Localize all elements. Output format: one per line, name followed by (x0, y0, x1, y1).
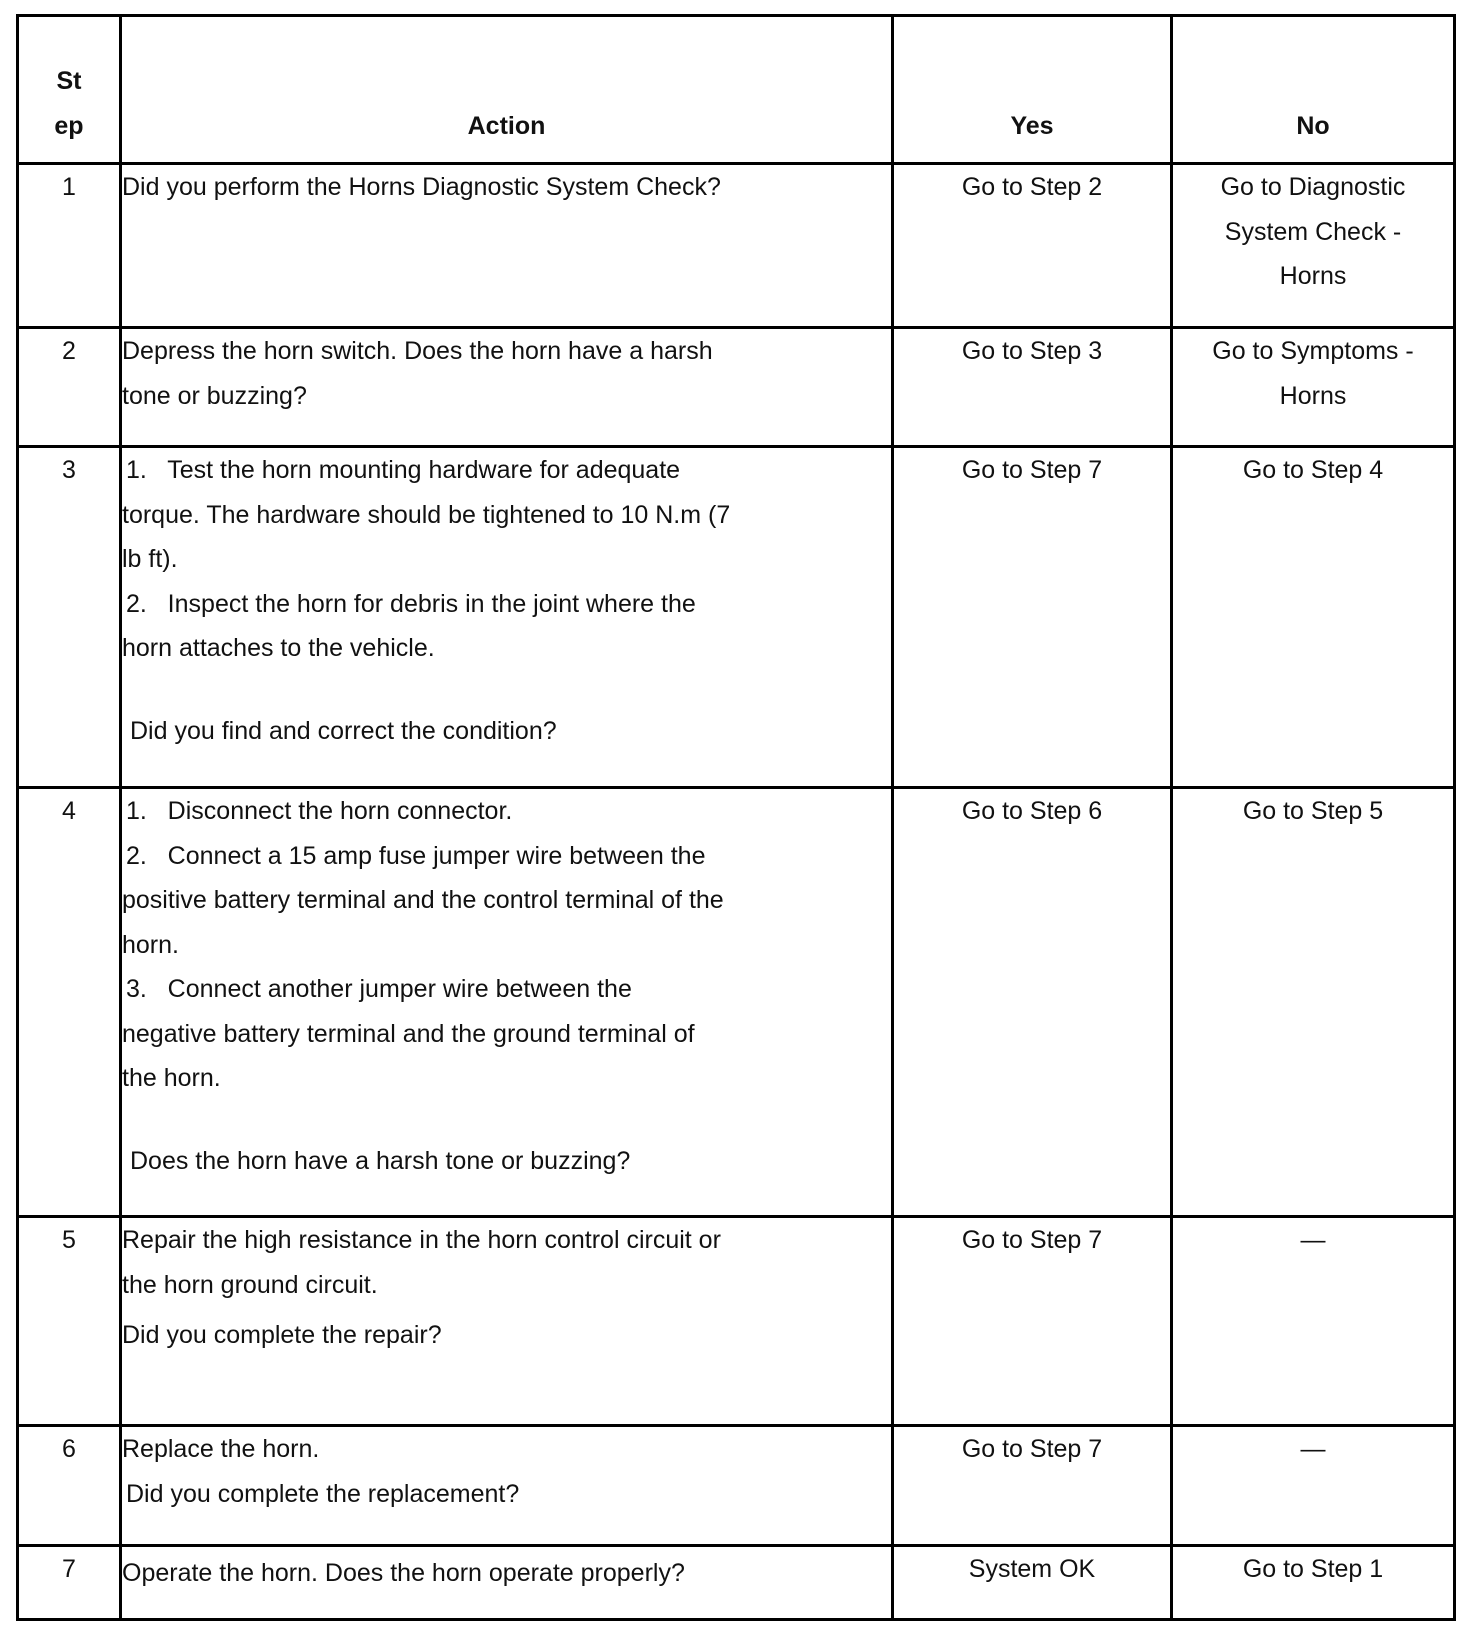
step-number: 6 (18, 1426, 121, 1546)
action-line: negative battery terminal and the ground terminal of (122, 1019, 695, 1048)
no-line: Horns (1279, 262, 1347, 290)
no-cell: Go to Step 5 (1172, 788, 1455, 1217)
action-line: the horn. (122, 1064, 221, 1092)
action-line: 3. Connect another jumper wire between the (126, 975, 632, 1003)
header-step (18, 16, 121, 164)
table-row (18, 788, 1455, 1217)
action-line: 1. Disconnect the horn connector. (126, 797, 513, 825)
header-step-line-1: St (56, 67, 82, 95)
action-line: Depress the horn switch. Does the horn have a harsh (122, 337, 713, 365)
action-cell (121, 1546, 893, 1620)
action-line: horn. (122, 930, 179, 959)
no-cell: Go to Step 1 (1172, 1546, 1455, 1620)
spacer (122, 671, 891, 709)
step-number: 7 (18, 1546, 121, 1620)
yes-cell: Go to Step 2 (893, 164, 1172, 328)
header-action: Action (121, 16, 893, 164)
no-line: Horns (1279, 381, 1347, 410)
no-cell: Go to Step 4 (1172, 447, 1455, 788)
action-line: 2. Connect a 15 amp fuse jumper wire between the (126, 841, 706, 870)
action-line: Did you complete the replacement? (126, 1479, 520, 1508)
header-no: No (1172, 16, 1455, 164)
diagnostic-table (16, 14, 1456, 1621)
yes-cell: Go to Step 6 (893, 788, 1172, 1217)
table-row (18, 1546, 1455, 1620)
header-yes: Yes (893, 16, 1172, 164)
action-line: 2. Inspect the horn for debris in the joint where the (126, 589, 696, 618)
action-line: positive battery terminal and the control terminal of the (122, 886, 724, 914)
step-number: 1 (18, 164, 121, 328)
table-row (18, 447, 1455, 788)
step-number: 2 (18, 328, 121, 447)
no-line: Go to Diagnostic (1220, 173, 1406, 201)
action-line: horn attaches to the vehicle. (122, 634, 435, 662)
action-question: Does the horn have a harsh tone or buzzing? (130, 1146, 631, 1175)
step-number: 3 (18, 447, 121, 788)
no-cell (1172, 164, 1455, 328)
no-line: Go to Symptoms - (1212, 337, 1414, 365)
yes-cell: Go to Step 7 (893, 447, 1172, 788)
spacer (122, 1101, 891, 1139)
action-line: the horn ground circuit. (122, 1270, 378, 1299)
action-question: Did you find and correct the condition? (130, 716, 557, 745)
action-cell (121, 1426, 893, 1546)
action-line: tone or buzzing? (122, 381, 307, 410)
action-cell (121, 328, 893, 447)
table-row (18, 164, 1455, 328)
step-number: 4 (18, 788, 121, 1217)
no-cell: — (1172, 1426, 1455, 1546)
no-line: System Check - (1224, 217, 1402, 246)
table-row (18, 1426, 1455, 1546)
action-cell (121, 447, 893, 788)
table-row (18, 1217, 1455, 1426)
action-line: Replace the horn. (122, 1435, 320, 1463)
table-row (18, 328, 1455, 447)
action-line: 1. Test the horn mounting hardware for adequate (126, 456, 681, 484)
action-cell (121, 788, 893, 1217)
header-row (18, 16, 1455, 164)
action-line: Operate the horn. Does the horn operate properly? (122, 1559, 685, 1587)
yes-cell: Go to Step 7 (893, 1217, 1172, 1426)
no-cell: — (1172, 1217, 1455, 1426)
action-line: Repair the high resistance in the horn control circuit or (122, 1226, 721, 1254)
action-line: Did you complete the repair? (122, 1321, 442, 1349)
action-line: lb ft). (122, 545, 178, 573)
header-step-line-2: ep (54, 111, 84, 140)
action-line: torque. The hardware should be tightened to 10 N.m (7 (122, 500, 731, 529)
step-number: 5 (18, 1217, 121, 1426)
yes-cell: System OK (893, 1546, 1172, 1620)
yes-cell: Go to Step 3 (893, 328, 1172, 447)
action-line: Did you perform the Horns Diagnostic System Check? (122, 173, 721, 201)
yes-cell: Go to Step 7 (893, 1426, 1172, 1546)
action-cell (121, 1217, 893, 1426)
action-cell (121, 164, 893, 328)
no-cell (1172, 328, 1455, 447)
